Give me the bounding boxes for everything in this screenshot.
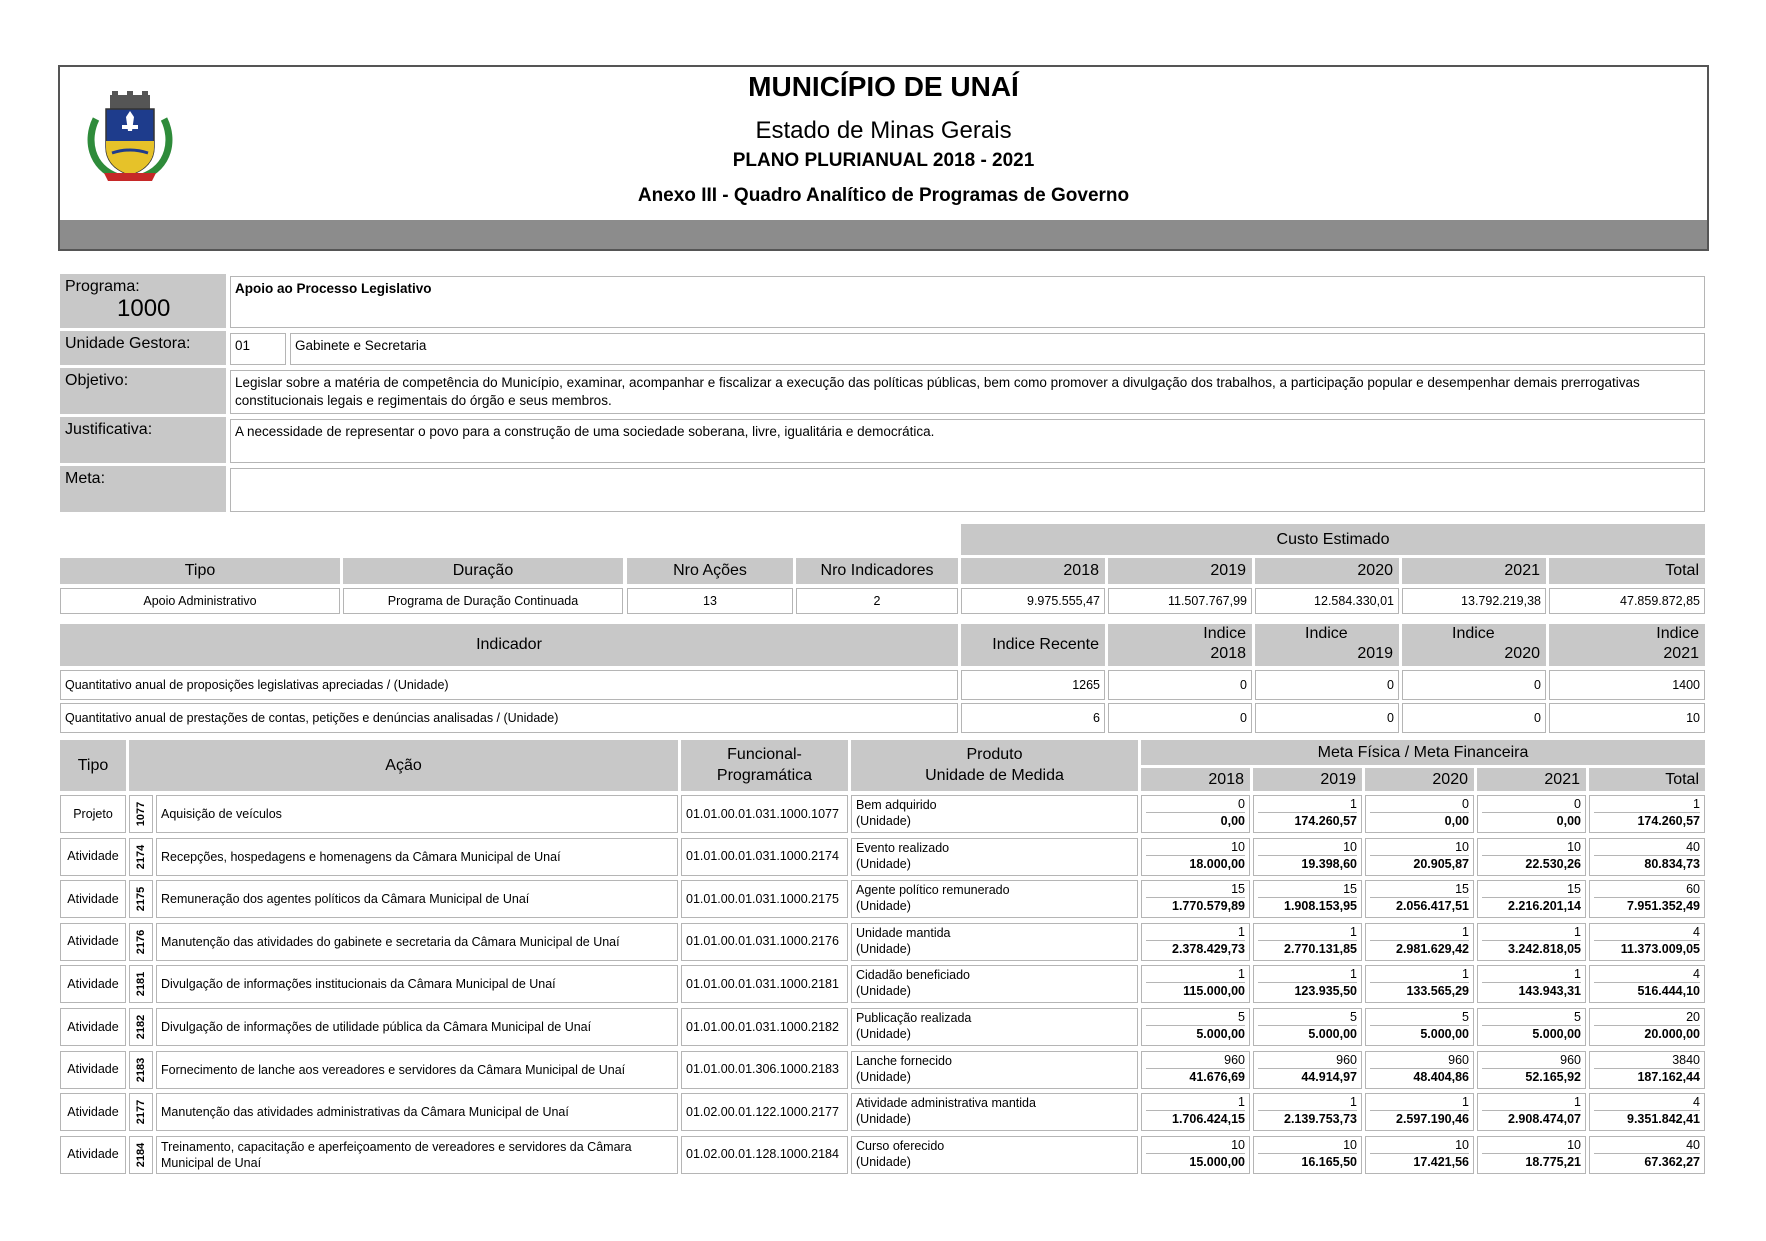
acao-row-7-meta-0 xyxy=(1141,1093,1250,1131)
meta-financeira: 3.242.818,05 xyxy=(1508,941,1581,956)
meta-financeira: 22.530,26 xyxy=(1525,856,1581,871)
meta-fisica: 20 xyxy=(1594,1009,1700,1026)
meta-financeira: 2.597.190,46 xyxy=(1396,1112,1469,1127)
acao-row-3-funcional: 01.01.00.01.031.1000.2176 xyxy=(681,923,848,961)
meta-financeira: 17.421,56 xyxy=(1413,1154,1469,1169)
meta-fisica: 1 xyxy=(1482,1094,1581,1111)
acao-row-0-codigo xyxy=(129,795,153,833)
produto-header xyxy=(851,740,1138,791)
acao-row-8-meta-4 xyxy=(1589,1136,1705,1174)
meta-text xyxy=(230,468,1705,512)
acao-row-1-tipo: Atividade xyxy=(60,838,126,876)
meta-financeira: 67.362,27 xyxy=(1644,1154,1700,1169)
meta-financeira: 143.943,31 xyxy=(1518,984,1581,999)
meta-fisica: 1 xyxy=(1482,966,1581,983)
meta-financeira: 44.914,97 xyxy=(1301,1069,1357,1084)
meta-fisica: 5 xyxy=(1370,1009,1469,1026)
meta-header-y2019: 2019 xyxy=(1253,768,1362,791)
resumo-header-2018: 2018 xyxy=(961,558,1105,584)
meta-fisica-financeira-header: Meta Física / Meta Financeira xyxy=(1141,740,1705,765)
acao-row-7-produto xyxy=(851,1093,1138,1131)
acao-row-4-meta-0 xyxy=(1141,965,1250,1003)
produto-nome: Lanche fornecido xyxy=(856,1053,952,1068)
acao-row-4-meta-4 xyxy=(1589,965,1705,1003)
meta-header-y2018: 2018 xyxy=(1141,768,1250,791)
indicador-row-1-recente: 6 xyxy=(961,703,1105,733)
meta-fisica: 15 xyxy=(1370,881,1469,898)
meta-fisica: 1 xyxy=(1482,924,1581,941)
meta-financeira: 80.834,73 xyxy=(1644,856,1700,871)
meta-financeira: 5.000,00 xyxy=(1532,1027,1581,1041)
meta-fisica: 4 xyxy=(1594,1094,1700,1111)
meta-fisica: 10 xyxy=(1482,1137,1581,1154)
acao-row-2-descricao: Remuneração dos agentes políticos da Câmara Municipal de Unaí xyxy=(156,880,678,918)
acao-row-4-descricao: Divulgação de informações institucionais da Câmara Municipal de Unaí xyxy=(156,965,678,1003)
acao-row-3-meta-1 xyxy=(1253,923,1362,961)
indice-2019-year: 2019 xyxy=(1357,645,1393,662)
acao-row-8-tipo: Atividade xyxy=(60,1136,126,1174)
acao-row-4-meta-1 xyxy=(1253,965,1362,1003)
acao-row-1-meta-4 xyxy=(1589,838,1705,876)
header-bar xyxy=(60,220,1707,249)
meta-financeira: 18.775,21 xyxy=(1525,1154,1581,1169)
acao-row-3-produto xyxy=(851,923,1138,961)
acao-row-5-tipo: Atividade xyxy=(60,1008,126,1046)
meta-fisica: 5 xyxy=(1146,1009,1245,1026)
indice-2018-label: Indice xyxy=(1203,625,1246,642)
acao-row-5-codigo xyxy=(129,1008,153,1046)
meta-fisica: 960 xyxy=(1370,1052,1469,1069)
acao-row-2-meta-1 xyxy=(1253,880,1362,918)
acao-row-6-funcional: 01.01.00.01.306.1000.2183 xyxy=(681,1051,848,1089)
produto-nome: Bem adquirido xyxy=(856,798,937,812)
meta-fisica: 960 xyxy=(1258,1052,1357,1069)
meta-fisica: 960 xyxy=(1146,1052,1245,1069)
meta-fisica: 60 xyxy=(1594,881,1700,898)
meta-financeira: 5.000,00 xyxy=(1308,1027,1357,1041)
acao-codigo-text: 2177 xyxy=(135,1099,147,1125)
meta-financeira: 41.676,69 xyxy=(1189,1069,1245,1084)
acao-row-4-funcional: 01.01.00.01.031.1000.2181 xyxy=(681,965,848,1003)
acao-row-5-meta-4 xyxy=(1589,1008,1705,1046)
acao-row-2-funcional: 01.01.00.01.031.1000.2175 xyxy=(681,880,848,918)
meta-financeira: 2.908.474,07 xyxy=(1508,1112,1581,1127)
meta-financeira: 115.000,00 xyxy=(1183,984,1245,999)
programa-nome: Apoio ao Processo Legislativo xyxy=(230,276,1705,328)
produto-nome: Agente político remunerado xyxy=(856,883,1010,898)
meta-fisica: 1 xyxy=(1258,1094,1357,1111)
acao-row-1-funcional: 01.01.00.01.031.1000.2174 xyxy=(681,838,848,876)
acao-codigo-text: 2184 xyxy=(135,1142,147,1168)
meta-financeira: 18.000,00 xyxy=(1189,856,1245,871)
acao-row-8-meta-2 xyxy=(1365,1136,1474,1174)
programa-label: Programa: xyxy=(65,278,140,295)
meta-fisica: 1 xyxy=(1370,966,1469,983)
indice-2019-header xyxy=(1255,624,1399,666)
meta-fisica: 5 xyxy=(1482,1009,1581,1026)
acao-row-6-descricao: Fornecimento de lanche aos vereadores e servidores da Câmara Municipal de Unaí xyxy=(156,1051,678,1089)
indicador-header: Indicador xyxy=(60,624,958,666)
resumo-value-duracao: Programa de Duração Continuada xyxy=(343,588,623,614)
acao-codigo-text: 2174 xyxy=(135,844,147,869)
meta-fisica: 1 xyxy=(1146,1094,1245,1111)
meta-financeira: 9.351.842,41 xyxy=(1627,1112,1700,1127)
produto-unidade: (Unidade) xyxy=(856,1154,911,1169)
produto-unidade: (Unidade) xyxy=(856,1112,911,1127)
acao-row-6-produto xyxy=(851,1051,1138,1089)
acao-row-5-produto xyxy=(851,1008,1138,1046)
resumo-header-2021: 2021 xyxy=(1402,558,1546,584)
funcional-header-funcional2: Programática xyxy=(716,767,813,784)
meta-financeira: 2.056.417,51 xyxy=(1396,899,1469,914)
acao-row-0-produto xyxy=(851,795,1138,833)
meta-financeira: 2.378.429,73 xyxy=(1172,941,1245,956)
resumo-header-2020: 2020 xyxy=(1255,558,1399,584)
acao-row-1-codigo xyxy=(129,838,153,876)
indice-2020-year: 2020 xyxy=(1504,645,1540,662)
meta-financeira: 5.000,00 xyxy=(1196,1027,1245,1041)
produto-nome: Unidade mantida xyxy=(856,925,951,940)
acao-row-7-meta-1 xyxy=(1253,1093,1362,1131)
produto-nome: Evento realizado xyxy=(856,840,950,855)
estado-title: Estado de Minas Gerais xyxy=(755,117,1012,144)
acao-row-0-tipo: Projeto xyxy=(60,795,126,833)
resumo-value-2019: 11.507.767,99 xyxy=(1108,588,1252,614)
produto-header-produto1: Produto xyxy=(966,746,1023,763)
indice-2020-header xyxy=(1402,624,1546,666)
acao-row-1-meta-3 xyxy=(1477,838,1586,876)
acao-row-8-produto xyxy=(851,1136,1138,1174)
indicador-row-1-v2020: 0 xyxy=(1402,703,1546,733)
meta-financeira: 1.770.579,89 xyxy=(1172,899,1245,914)
objetivo-text: Legislar sobre a matéria de competência do Município, examinar, acompanhar e fiscalizar a execução das políticas públicas, bem como promover a divulgação dos trabalhos, a participação popular e desempenhar demais prerrogativas constitucionais legais e regimentais do órgão e seus membros. xyxy=(230,370,1705,414)
meta-fisica: 15 xyxy=(1258,881,1357,898)
produto-unidade: (Unidade) xyxy=(856,899,911,914)
acao-row-1-produto xyxy=(851,838,1138,876)
meta-financeira: 1.706.424,15 xyxy=(1172,1112,1245,1127)
unidade-codigo: 01 xyxy=(230,333,286,365)
unidade-label: Unidade Gestora: xyxy=(60,331,226,365)
meta-financeira: 516.444,10 xyxy=(1637,984,1700,999)
acao-row-5-descricao: Divulgação de informações de utilidade pública da Câmara Municipal de Unaí xyxy=(156,1008,678,1046)
meta-fisica: 10 xyxy=(1258,1137,1357,1154)
unidade-nome: Gabinete e Secretaria xyxy=(290,333,1705,365)
meta-fisica: 3840 xyxy=(1594,1052,1700,1069)
meta-financeira: 2.981.629,42 xyxy=(1396,941,1469,956)
acao-row-2-meta-0 xyxy=(1141,880,1250,918)
acao-row-0-meta-0 xyxy=(1141,795,1250,833)
acao-row-5-meta-1 xyxy=(1253,1008,1362,1046)
produto-nome: Cidadão beneficiado xyxy=(856,968,970,983)
acao-row-4-produto xyxy=(851,965,1138,1003)
acao-row-5-meta-0 xyxy=(1141,1008,1250,1046)
meta-fisica: 1 xyxy=(1370,1094,1469,1111)
acao-row-7-funcional: 01.02.00.01.122.1000.2177 xyxy=(681,1093,848,1131)
meta-financeira: 0,00 xyxy=(1220,814,1245,828)
indice-2019-label: Indice xyxy=(1305,625,1348,642)
programa-codigo: 1000 xyxy=(117,295,171,322)
resumo-value-nro-acoes: 13 xyxy=(627,588,793,614)
meta-header-y2021: 2021 xyxy=(1477,768,1586,791)
resumo-value-2021: 13.792.219,38 xyxy=(1402,588,1546,614)
meta-financeira: 7.951.352,49 xyxy=(1627,899,1700,914)
acao-row-5-funcional: 01.01.00.01.031.1000.2182 xyxy=(681,1008,848,1046)
acao-row-3-codigo xyxy=(129,923,153,961)
justificativa-text: A necessidade de representar o povo para a construção de uma sociedade soberana, livre, igualitária e democrática. xyxy=(230,419,1705,463)
funcional-header-funcional1: Funcional- xyxy=(727,746,802,763)
indice-2020-label: Indice xyxy=(1452,625,1495,642)
acao-row-6-meta-0 xyxy=(1141,1051,1250,1089)
acao-row-8-meta-1 xyxy=(1253,1136,1362,1174)
acao-row-2-meta-2 xyxy=(1365,880,1474,918)
acao-row-0-funcional: 01.01.00.01.031.1000.1077 xyxy=(681,795,848,833)
indicador-row-0-v2019: 0 xyxy=(1255,670,1399,700)
meta-fisica: 1 xyxy=(1146,966,1245,983)
meta-financeira: 16.165,50 xyxy=(1301,1154,1357,1169)
meta-label: Meta: xyxy=(60,466,226,512)
indicador-row-1-v2019: 0 xyxy=(1255,703,1399,733)
municipio-title: MUNICÍPIO DE UNAÍ xyxy=(748,71,1019,102)
indice-2021-header xyxy=(1549,624,1705,666)
acao-row-3-meta-0 xyxy=(1141,923,1250,961)
acao-row-2-meta-4 xyxy=(1589,880,1705,918)
meta-fisica: 0 xyxy=(1370,796,1469,813)
produto-unidade: (Unidade) xyxy=(856,856,911,871)
meta-fisica: 1 xyxy=(1594,796,1700,813)
acao-codigo-text: 2181 xyxy=(135,972,147,997)
custo-estimado-header: Custo Estimado xyxy=(961,524,1705,555)
produto-unidade: (Unidade) xyxy=(856,1069,911,1084)
indicador-row-0-v2018: 0 xyxy=(1108,670,1252,700)
acao-row-6-meta-4 xyxy=(1589,1051,1705,1089)
meta-fisica: 15 xyxy=(1482,881,1581,898)
meta-fisica: 4 xyxy=(1594,966,1700,983)
resumo-value-tipo: Apoio Administrativo xyxy=(60,588,340,614)
produto-header-produto2: Unidade de Medida xyxy=(925,767,1064,784)
resumo-value-nro-indicadores: 2 xyxy=(796,588,958,614)
acao-row-4-meta-3 xyxy=(1477,965,1586,1003)
resumo-value-2018: 9.975.555,47 xyxy=(961,588,1105,614)
indice-recente-header: Indice Recente xyxy=(961,624,1105,666)
meta-fisica: 5 xyxy=(1258,1009,1357,1026)
acao-row-6-meta-3 xyxy=(1477,1051,1586,1089)
produto-nome: Publicação realizada xyxy=(856,1011,972,1025)
acao-codigo-text: 2182 xyxy=(135,1014,147,1040)
meta-fisica: 10 xyxy=(1370,839,1469,856)
acao-row-3-meta-4 xyxy=(1589,923,1705,961)
acao-row-8-funcional: 01.02.00.01.128.1000.2184 xyxy=(681,1136,848,1174)
acao-row-0-meta-2 xyxy=(1365,795,1474,833)
acao-codigo-text: 2183 xyxy=(135,1057,147,1082)
meta-financeira: 1.908.153,95 xyxy=(1284,899,1357,914)
meta-fisica: 15 xyxy=(1146,881,1245,898)
indicador-row-0-nome: Quantitativo anual de proposições legislativas apreciadas / (Unidade) xyxy=(60,670,958,700)
acao-row-5-meta-2 xyxy=(1365,1008,1474,1046)
acao-row-4-tipo: Atividade xyxy=(60,965,126,1003)
meta-financeira: 0,00 xyxy=(1444,814,1469,828)
meta-financeira: 0,00 xyxy=(1556,814,1581,828)
acao-row-6-meta-1 xyxy=(1253,1051,1362,1089)
meta-financeira: 11.373.009,05 xyxy=(1620,941,1700,956)
acao-row-8-descricao: Treinamento, capacitação e aperfeiçoamento de vereadores e servidores da Câmara Municipal de Unaí xyxy=(156,1136,678,1174)
plano-title: PLANO PLURIANUAL 2018 - 2021 xyxy=(732,150,1035,171)
acao-row-7-meta-4 xyxy=(1589,1093,1705,1131)
acao-row-3-descricao: Manutenção das atividades do gabinete e secretaria da Câmara Municipal de Unaí xyxy=(156,923,678,961)
indicador-row-0-v2021: 1400 xyxy=(1549,670,1705,700)
acao-row-2-produto xyxy=(851,880,1138,918)
meta-fisica: 10 xyxy=(1370,1137,1469,1154)
resumo-value-total: 47.859.872,85 xyxy=(1549,588,1705,614)
acao-codigo-text: 1077 xyxy=(135,801,147,827)
indicador-row-1-nome: Quantitativo anual de prestações de contas, petições e denúncias analisadas / (Unidade) xyxy=(60,703,958,733)
acao-row-1-meta-2 xyxy=(1365,838,1474,876)
meta-header-total: Total xyxy=(1589,768,1705,791)
meta-fisica: 10 xyxy=(1146,1137,1245,1154)
acao-row-2-tipo: Atividade xyxy=(60,880,126,918)
justificativa-label: Justificativa: xyxy=(60,417,226,463)
meta-financeira: 5.000,00 xyxy=(1420,1027,1469,1041)
acao-row-6-tipo: Atividade xyxy=(60,1051,126,1089)
resumo-header-total: Total xyxy=(1549,558,1705,584)
meta-financeira: 20.000,00 xyxy=(1644,1027,1700,1041)
meta-financeira: 133.565,29 xyxy=(1406,984,1469,999)
anexo-title: Anexo III - Quadro Analítico de Programas de Governo xyxy=(637,185,1130,206)
indicador-row-0-v2020: 0 xyxy=(1402,670,1546,700)
acao-header: Ação xyxy=(129,740,678,791)
resumo-value-2020: 12.584.330,01 xyxy=(1255,588,1399,614)
meta-financeira: 174.260,57 xyxy=(1294,814,1357,828)
acao-row-3-meta-3 xyxy=(1477,923,1586,961)
meta-fisica: 1 xyxy=(1146,924,1245,941)
meta-fisica: 0 xyxy=(1482,796,1581,813)
meta-financeira: 123.935,50 xyxy=(1294,984,1357,999)
meta-fisica: 10 xyxy=(1146,839,1245,856)
meta-financeira: 187.162,44 xyxy=(1637,1069,1700,1084)
meta-fisica: 1 xyxy=(1258,796,1357,813)
indice-2018-header xyxy=(1108,624,1252,666)
acao-row-7-meta-2 xyxy=(1365,1093,1474,1131)
indicador-row-1-v2018: 0 xyxy=(1108,703,1252,733)
acao-row-0-meta-3 xyxy=(1477,795,1586,833)
indicador-row-0-recente: 1265 xyxy=(961,670,1105,700)
meta-fisica: 40 xyxy=(1594,1137,1700,1154)
acao-row-7-meta-3 xyxy=(1477,1093,1586,1131)
acao-row-0-meta-4 xyxy=(1589,795,1705,833)
resumo-header-tipo: Tipo xyxy=(60,558,340,584)
acao-row-8-meta-0 xyxy=(1141,1136,1250,1174)
meta-fisica: 960 xyxy=(1482,1052,1581,1069)
acao-row-2-meta-3 xyxy=(1477,880,1586,918)
indice-2018-year: 2018 xyxy=(1210,645,1246,662)
meta-financeira: 52.165,92 xyxy=(1525,1069,1581,1084)
objetivo-label: Objetivo: xyxy=(60,368,226,414)
acao-row-8-codigo xyxy=(129,1136,153,1174)
meta-fisica: 4 xyxy=(1594,924,1700,941)
meta-fisica: 40 xyxy=(1594,839,1700,856)
acao-row-2-codigo xyxy=(129,880,153,918)
produto-nome: Atividade administrativa mantida xyxy=(856,1096,1036,1111)
meta-header-y2020: 2020 xyxy=(1365,768,1474,791)
meta-fisica: 0 xyxy=(1146,796,1245,813)
acao-row-7-codigo xyxy=(129,1093,153,1131)
acao-row-7-descricao: Manutenção das atividades administrativas da Câmara Municipal de Unaí xyxy=(156,1093,678,1131)
resumo-header-duracao: Duração xyxy=(343,558,623,584)
document-header xyxy=(58,65,1709,251)
meta-fisica: 1 xyxy=(1258,966,1357,983)
acao-row-7-tipo: Atividade xyxy=(60,1093,126,1131)
acao-row-0-descricao: Aquisição de veículos xyxy=(156,795,678,833)
acao-row-1-descricao: Recepções, hospedagens e homenagens da Câmara Municipal de Unaí xyxy=(156,838,678,876)
resumo-header-nro-acoes: Nro Ações xyxy=(627,558,793,584)
meta-financeira: 2.770.131,85 xyxy=(1284,941,1357,956)
meta-financeira: 15.000,00 xyxy=(1189,1154,1245,1169)
meta-financeira: 48.404,86 xyxy=(1413,1069,1469,1084)
produto-unidade: (Unidade) xyxy=(856,984,911,999)
indicador-row-1-v2021: 10 xyxy=(1549,703,1705,733)
meta-fisica: 10 xyxy=(1482,839,1581,856)
indice-2021-label: Indice xyxy=(1656,625,1699,642)
acao-row-4-meta-2 xyxy=(1365,965,1474,1003)
acao-row-1-meta-1 xyxy=(1253,838,1362,876)
meta-fisica: 1 xyxy=(1370,924,1469,941)
acao-row-8-meta-3 xyxy=(1477,1136,1586,1174)
programa-label-cell xyxy=(60,274,226,328)
acao-row-4-codigo xyxy=(129,965,153,1003)
acao-row-6-meta-2 xyxy=(1365,1051,1474,1089)
produto-unidade: (Unidade) xyxy=(856,814,911,828)
acao-row-6-codigo xyxy=(129,1051,153,1089)
resumo-header-2019: 2019 xyxy=(1108,558,1252,584)
acao-row-3-meta-2 xyxy=(1365,923,1474,961)
meta-financeira: 2.216.201,14 xyxy=(1508,899,1581,914)
meta-fisica: 1 xyxy=(1258,924,1357,941)
acao-row-0-meta-1 xyxy=(1253,795,1362,833)
meta-financeira: 2.139.753,73 xyxy=(1284,1112,1357,1127)
acao-row-5-meta-3 xyxy=(1477,1008,1586,1046)
funcional-header xyxy=(681,740,848,791)
produto-unidade: (Unidade) xyxy=(856,941,911,956)
meta-financeira: 19.398,60 xyxy=(1301,856,1357,871)
produto-nome: Curso oferecido xyxy=(856,1138,945,1153)
meta-fisica: 10 xyxy=(1258,839,1357,856)
acao-codigo-text: 2176 xyxy=(135,929,147,955)
acao-codigo-text: 2175 xyxy=(135,886,147,912)
acao-row-1-meta-0 xyxy=(1141,838,1250,876)
acao-tipo-header: Tipo xyxy=(60,740,126,791)
meta-financeira: 174.260,57 xyxy=(1637,814,1700,828)
meta-financeira: 20.905,87 xyxy=(1413,856,1469,871)
resumo-header-nro-indicadores: Nro Indicadores xyxy=(796,558,958,584)
produto-unidade: (Unidade) xyxy=(856,1027,911,1041)
indice-2021-year: 2021 xyxy=(1663,645,1699,662)
acao-row-3-tipo: Atividade xyxy=(60,923,126,961)
